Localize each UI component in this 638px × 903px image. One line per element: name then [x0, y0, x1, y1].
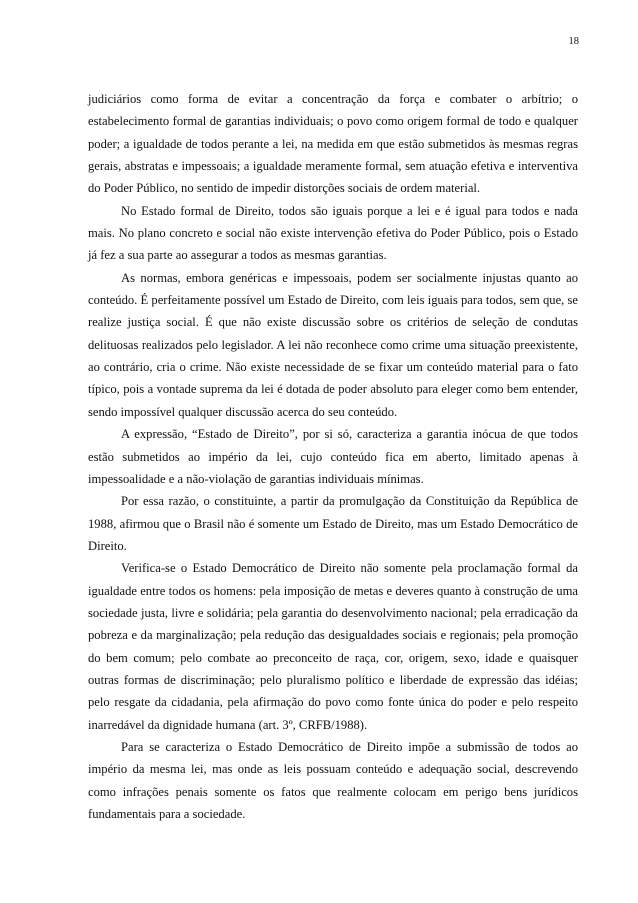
paragraph: As normas, embora genéricas e impessoais, podem ser socialmente injustas quanto ao conteúdo. É perfeitamente possível um Estado de Direito, com leis iguais para todos, sem que, se realize justiça social. É que não existe discussão sobre os critérios de seleção de condutas delituosas realizados pelo legislador. A lei não reconhece como crime uma situação preexistente, ao contrário, cria o crime. Não existe necessidade de se fixar um conteúdo material para o fato típico, pois a vontade suprema da lei é dotada de poder absoluto para eleger como bem entender, sendo impossível qualquer discussão acerca do seu conteúdo. — [88, 270, 578, 419]
paragraph: Por essa razão, o constituinte, a partir da promulgação da Constituição da República de 1988, afirmou que o Brasil não é somente um Estado de Direito, mas um Estado Democrático de Direito. — [88, 494, 578, 553]
body-text — [88, 88, 578, 825]
page-number: 18 — [568, 36, 579, 47]
paragraph: A expressão, “Estado de Direito”, por si só, caracteriza a garantia inócua de que todos estão submetidos ao império da lei, cujo conteúdo fica em aberto, limitado apenas à impessoalidade e a não-violação de garantias individuais mínimas. — [88, 427, 578, 486]
paragraph: Verifica-se o Estado Democrático de Direito não somente pela proclamação formal da igualdade entre todos os homens: pela imposição de metas e deveres quanto à construção de uma sociedade justa, livre e solidária; pela garantia do desenvolvimento nacional; pela erradicação da pobreza e da marginalização; pela redução das desigualdades sociais e regionais; pela promoção do bem comum; pelo combate ao preconceito de raça, cor, origem, sexo, idade e quaisquer outras formas de discriminação; pelo pluralismo político e liberdade de expressão das idéias; pelo resgate da cidadania, pela afirmação do povo como fonte única do poder e pelo respeito inarredável da dignidade humana (art. 3º, CRFB/1988). — [88, 561, 578, 732]
paragraph: No Estado formal de Direito, todos são iguais porque a lei e é igual para todos e nada mais. No plano concreto e social não existe intervenção efetiva do Poder Público, pois o Estado já fez a sua parte ao assegurar a todos as mesmas garantias. — [88, 203, 578, 263]
paragraph: Para se caracteriza o Estado Democrático de Direito impõe a submissão de todos ao império da mesma lei, mas onde as leis possuam conteúdo e adequação social, descrevendo como infrações penais somente os fatos que realmente colocam em perigo bens jurídicos fundamentais para a sociedade. — [88, 739, 578, 821]
paragraph-continuation: judiciários como forma de evitar a concentração da força e combater o arbítrio; o estabelecimento formal de garantias individuais; o povo como origem formal de todo e qualquer poder; a igualdade de todos perante a lei, na medida em que estão submetidos às mesmas regras gerais, abstratas e impessoais; a igualdade meramente formal, sem atuação efetiva e interventiva do Poder Público, no sentido de impedir distorções sociais de ordem material. — [88, 92, 578, 196]
